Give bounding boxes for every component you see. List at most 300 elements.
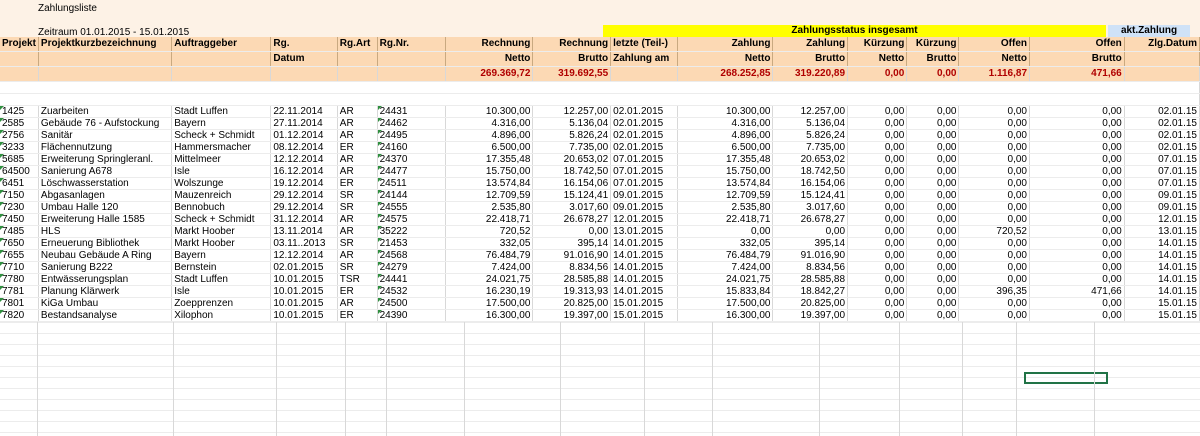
table-cell[interactable]: 0,00 xyxy=(1030,250,1125,262)
table-cell[interactable]: 7.735,00 xyxy=(533,142,611,154)
total-cell[interactable]: 0,00 xyxy=(907,67,959,82)
table-cell[interactable]: Neubau Gebäude A Ring xyxy=(38,250,171,262)
table-cell[interactable]: 0,00 xyxy=(1030,214,1125,226)
table-cell[interactable]: 15.750,00 xyxy=(446,166,533,178)
table-cell[interactable]: AR xyxy=(337,118,377,130)
table-cell[interactable]: 0,00 xyxy=(848,262,907,274)
col-header-top[interactable]: Rg.Nr. xyxy=(377,37,446,52)
table-cell[interactable]: ER xyxy=(337,310,377,322)
table-cell[interactable]: 24431 xyxy=(377,106,446,118)
total-cell[interactable]: 319.692,55 xyxy=(533,67,611,82)
table-cell[interactable]: 0,00 xyxy=(848,118,907,130)
table-cell[interactable]: 0,00 xyxy=(907,130,959,142)
table-cell[interactable]: 12.12.2014 xyxy=(271,250,337,262)
table-cell[interactable]: 6451 xyxy=(0,178,38,190)
table-cell[interactable]: 02.01.2015 xyxy=(271,262,337,274)
table-cell[interactable]: AR xyxy=(337,298,377,310)
table-cell[interactable]: 24568 xyxy=(377,250,446,262)
col-header-bottom[interactable]: Brutto xyxy=(907,52,959,67)
table-cell[interactable]: 7485 xyxy=(0,226,38,238)
table-cell[interactable]: 0,00 xyxy=(959,274,1030,286)
table-cell[interactable]: 0,00 xyxy=(1030,226,1125,238)
table-cell[interactable]: 0,00 xyxy=(907,142,959,154)
table-cell[interactable]: 02.01.2015 xyxy=(611,106,678,118)
table-cell[interactable]: 3.017,60 xyxy=(773,202,848,214)
table-cell[interactable]: SR xyxy=(337,262,377,274)
table-cell[interactable]: ER xyxy=(337,286,377,298)
table-cell[interactable]: Sanitär xyxy=(38,130,171,142)
table-cell[interactable]: 27.11.2014 xyxy=(271,118,337,130)
table-cell[interactable]: Planung Klärwerk xyxy=(38,286,171,298)
table-cell[interactable]: 0,00 xyxy=(907,202,959,214)
table-cell[interactable]: 0,00 xyxy=(959,178,1030,190)
table-cell[interactable]: 0,00 xyxy=(848,130,907,142)
table-cell[interactable]: 02.01.15 xyxy=(1124,130,1199,142)
table-cell[interactable]: 0,00 xyxy=(959,166,1030,178)
table-cell[interactable]: 4.316,00 xyxy=(446,118,533,130)
table-cell[interactable]: 24532 xyxy=(377,286,446,298)
table-cell[interactable]: Mauzenreich xyxy=(172,190,271,202)
table-cell[interactable]: 12.01.2015 xyxy=(611,214,678,226)
table-cell[interactable]: KiGa Umbau xyxy=(38,298,171,310)
table-cell[interactable]: 0,00 xyxy=(848,238,907,250)
table-cell[interactable]: 10.01.2015 xyxy=(271,286,337,298)
table-cell[interactable]: 19.12.2014 xyxy=(271,178,337,190)
table-cell[interactable]: 7230 xyxy=(0,202,38,214)
table-cell[interactable]: 0,00 xyxy=(959,310,1030,322)
col-header-bottom[interactable]: Netto xyxy=(446,52,533,67)
table-cell[interactable]: 35222 xyxy=(377,226,446,238)
table-cell[interactable]: 0,00 xyxy=(907,190,959,202)
table-cell[interactable]: 6.500,00 xyxy=(677,142,773,154)
table-cell[interactable]: HLS xyxy=(38,226,171,238)
total-cell[interactable]: 1.116,87 xyxy=(959,67,1030,82)
col-header-bottom[interactable]: Brutto xyxy=(1030,52,1125,67)
table-cell[interactable]: 0,00 xyxy=(907,286,959,298)
table-cell[interactable]: 0,00 xyxy=(907,298,959,310)
table-cell[interactable]: Bernstein xyxy=(172,262,271,274)
table-cell[interactable]: Stadt Luffen xyxy=(172,106,271,118)
col-header-bottom[interactable]: Netto xyxy=(959,52,1030,67)
table-cell[interactable]: 17.355,48 xyxy=(677,154,773,166)
total-cell[interactable] xyxy=(0,67,38,82)
table-cell[interactable]: 0,00 xyxy=(1030,178,1125,190)
table-cell[interactable]: 07.01.15 xyxy=(1124,166,1199,178)
col-header-bottom[interactable]: Netto xyxy=(677,52,773,67)
table-cell[interactable]: Markt Hoober xyxy=(172,238,271,250)
table-cell[interactable]: 14.01.2015 xyxy=(611,250,678,262)
col-header-top[interactable]: letzte (Teil-) xyxy=(611,37,678,52)
table-cell[interactable]: 0,00 xyxy=(848,154,907,166)
table-cell[interactable]: 10.01.2015 xyxy=(271,274,337,286)
table-cell[interactable]: 15.750,00 xyxy=(677,166,773,178)
table-cell[interactable]: 12.01.15 xyxy=(1124,214,1199,226)
table-cell[interactable]: 03.11..2013 xyxy=(271,238,337,250)
table-cell[interactable]: 24160 xyxy=(377,142,446,154)
table-cell[interactable]: 15.01.15 xyxy=(1124,298,1199,310)
table-cell[interactable]: 12.12.2014 xyxy=(271,154,337,166)
table-cell[interactable]: 26.678,27 xyxy=(773,214,848,226)
table-cell[interactable]: 21453 xyxy=(377,238,446,250)
table-cell[interactable]: 14.01.15 xyxy=(1124,262,1199,274)
col-header-bottom[interactable]: Datum xyxy=(271,52,337,67)
col-header-bottom[interactable] xyxy=(337,52,377,67)
table-cell[interactable]: AR xyxy=(337,226,377,238)
table-cell[interactable]: 14.01.2015 xyxy=(611,286,678,298)
table-cell[interactable]: 0,00 xyxy=(848,106,907,118)
table-cell[interactable]: 22.418,71 xyxy=(677,214,773,226)
col-header-top[interactable]: Zahlung xyxy=(773,37,848,52)
table-cell[interactable]: 0,00 xyxy=(848,286,907,298)
col-header-top[interactable]: Projektkurzbezeichnung xyxy=(38,37,171,52)
table-cell[interactable]: 0,00 xyxy=(959,118,1030,130)
table-cell[interactable]: Zuarbeiten xyxy=(38,106,171,118)
table-cell[interactable]: 0,00 xyxy=(907,250,959,262)
total-cell[interactable]: 0,00 xyxy=(848,67,907,82)
table-cell[interactable]: 07.01.2015 xyxy=(611,166,678,178)
table-cell[interactable]: 20.825,00 xyxy=(773,298,848,310)
table-cell[interactable]: 22.418,71 xyxy=(446,214,533,226)
table-cell[interactable]: 395,14 xyxy=(773,238,848,250)
table-cell[interactable]: 09.01.15 xyxy=(1124,202,1199,214)
table-cell[interactable]: 19.397,00 xyxy=(773,310,848,322)
table-cell[interactable]: 18.842,27 xyxy=(773,286,848,298)
table-cell[interactable]: 24144 xyxy=(377,190,446,202)
table-cell[interactable]: 09.01.15 xyxy=(1124,190,1199,202)
table-cell[interactable]: 0,00 xyxy=(907,106,959,118)
table-cell[interactable]: 0,00 xyxy=(959,130,1030,142)
table-cell[interactable]: 0,00 xyxy=(959,106,1030,118)
sheet-title[interactable]: Zahlungsliste xyxy=(38,3,97,14)
table-cell[interactable]: 0,00 xyxy=(907,262,959,274)
table-cell[interactable]: Sanierung B222 xyxy=(38,262,171,274)
table-cell[interactable]: 13.574,84 xyxy=(677,178,773,190)
col-header-top[interactable]: Kürzung xyxy=(848,37,907,52)
table-cell[interactable]: 24500 xyxy=(377,298,446,310)
table-cell[interactable]: 7450 xyxy=(0,214,38,226)
table-cell[interactable]: 14.01.2015 xyxy=(611,274,678,286)
table-cell[interactable]: 4.316,00 xyxy=(677,118,773,130)
table-cell[interactable]: 09.01.2015 xyxy=(611,202,678,214)
table-cell[interactable]: 2.535,80 xyxy=(446,202,533,214)
table-cell[interactable]: 0,00 xyxy=(907,166,959,178)
table-cell[interactable]: 0,00 xyxy=(848,250,907,262)
table-cell[interactable]: 12.709,59 xyxy=(677,190,773,202)
table-cell[interactable]: 24.021,75 xyxy=(677,274,773,286)
table-cell[interactable]: 02.01.15 xyxy=(1124,118,1199,130)
table-cell[interactable]: 13.01.15 xyxy=(1124,226,1199,238)
table-cell[interactable]: 0,00 xyxy=(848,178,907,190)
table-cell[interactable]: AR xyxy=(337,154,377,166)
table-cell[interactable]: 14.01.2015 xyxy=(611,262,678,274)
table-cell[interactable]: 0,00 xyxy=(848,310,907,322)
table-cell[interactable]: 0,00 xyxy=(907,310,959,322)
table-cell[interactable]: 24390 xyxy=(377,310,446,322)
table-cell[interactable]: 332,05 xyxy=(677,238,773,250)
table-cell[interactable]: 0,00 xyxy=(848,202,907,214)
table-cell[interactable]: 0,00 xyxy=(848,214,907,226)
table-cell[interactable]: AR xyxy=(337,250,377,262)
table-cell[interactable]: 0,00 xyxy=(907,214,959,226)
table-cell[interactable]: 02.01.2015 xyxy=(611,130,678,142)
table-cell[interactable]: 16.12.2014 xyxy=(271,166,337,178)
table-cell[interactable]: 0,00 xyxy=(1030,298,1125,310)
table-cell[interactable]: 0,00 xyxy=(848,274,907,286)
table-cell[interactable]: 0,00 xyxy=(1030,130,1125,142)
table-cell[interactable]: 0,00 xyxy=(907,154,959,166)
table-cell[interactable]: 02.01.15 xyxy=(1124,106,1199,118)
table-cell[interactable]: 0,00 xyxy=(907,226,959,238)
table-cell[interactable]: 07.01.2015 xyxy=(611,154,678,166)
table-cell[interactable]: 6.500,00 xyxy=(446,142,533,154)
total-cell[interactable] xyxy=(377,67,446,82)
table-cell[interactable]: 31.12.2014 xyxy=(271,214,337,226)
col-header-bottom[interactable] xyxy=(1124,52,1199,67)
table-cell[interactable]: SR xyxy=(337,190,377,202)
table-cell[interactable]: 76.484,79 xyxy=(677,250,773,262)
table-cell[interactable]: 0,00 xyxy=(1030,118,1125,130)
table-cell[interactable]: AR xyxy=(337,166,377,178)
table-cell[interactable]: 08.12.2014 xyxy=(271,142,337,154)
total-cell[interactable]: 269.369,72 xyxy=(446,67,533,82)
table-cell[interactable]: 10.01.2015 xyxy=(271,298,337,310)
table-cell[interactable]: 720,52 xyxy=(446,226,533,238)
table-cell[interactable]: 7780 xyxy=(0,274,38,286)
table-cell[interactable]: 0,00 xyxy=(907,238,959,250)
col-header-top[interactable]: Offen xyxy=(1030,37,1125,52)
table-cell[interactable]: Erneuerung Bibliothek xyxy=(38,238,171,250)
col-header-top[interactable]: Zlg.Datum xyxy=(1124,37,1199,52)
table-cell[interactable]: 332,05 xyxy=(446,238,533,250)
table-cell[interactable]: 2585 xyxy=(0,118,38,130)
total-cell[interactable]: 319.220,89 xyxy=(773,67,848,82)
table-cell[interactable]: 16.300,00 xyxy=(677,310,773,322)
col-header-top[interactable]: Offen xyxy=(959,37,1030,52)
table-cell[interactable]: 0,00 xyxy=(1030,190,1125,202)
table-cell[interactable]: Hammersmacher xyxy=(172,142,271,154)
table-cell[interactable]: 12.709,59 xyxy=(446,190,533,202)
col-header-top[interactable]: Rg.Art xyxy=(337,37,377,52)
table-cell[interactable]: 14.01.15 xyxy=(1124,250,1199,262)
table-cell[interactable]: 16.230,19 xyxy=(446,286,533,298)
table-cell[interactable]: 20.653,02 xyxy=(773,154,848,166)
table-cell[interactable]: 0,00 xyxy=(1030,154,1125,166)
table-cell[interactable]: 0,00 xyxy=(773,226,848,238)
total-cell[interactable] xyxy=(611,67,678,82)
col-header-bottom[interactable] xyxy=(172,52,271,67)
table-cell[interactable]: 2756 xyxy=(0,130,38,142)
table-cell[interactable]: 7655 xyxy=(0,250,38,262)
table-cell[interactable]: 12.257,00 xyxy=(533,106,611,118)
table-cell[interactable]: 13.574,84 xyxy=(446,178,533,190)
total-cell[interactable] xyxy=(38,67,171,82)
table-cell[interactable]: Erweiterung Springleranl. xyxy=(38,154,171,166)
table-cell[interactable]: 0,00 xyxy=(907,118,959,130)
table-cell[interactable]: 0,00 xyxy=(959,238,1030,250)
table-cell[interactable]: 19.397,00 xyxy=(533,310,611,322)
table-cell[interactable]: 24555 xyxy=(377,202,446,214)
table-cell[interactable]: ER xyxy=(337,142,377,154)
table-cell[interactable]: 0,00 xyxy=(848,142,907,154)
table-cell[interactable]: 7.735,00 xyxy=(773,142,848,154)
table-cell[interactable]: 0,00 xyxy=(959,142,1030,154)
table-cell[interactable]: 0,00 xyxy=(848,298,907,310)
table-cell[interactable]: 15.01.15 xyxy=(1124,310,1199,322)
table-cell[interactable]: 5.826,24 xyxy=(773,130,848,142)
table-cell[interactable]: 24279 xyxy=(377,262,446,274)
table-cell[interactable]: 0,00 xyxy=(959,250,1030,262)
table-cell[interactable]: 7650 xyxy=(0,238,38,250)
table-cell[interactable]: 20.825,00 xyxy=(533,298,611,310)
table-cell[interactable]: 14.01.2015 xyxy=(611,238,678,250)
table-cell[interactable]: 02.01.2015 xyxy=(611,118,678,130)
table-cell[interactable]: 24.021,75 xyxy=(446,274,533,286)
col-header-bottom[interactable]: Brutto xyxy=(533,52,611,67)
table-cell[interactable]: 09.01.2015 xyxy=(611,190,678,202)
table-cell[interactable]: 07.01.15 xyxy=(1124,154,1199,166)
table-cell[interactable]: 17.500,00 xyxy=(677,298,773,310)
selected-cell[interactable] xyxy=(1024,372,1108,384)
table-cell[interactable]: 5.826,24 xyxy=(533,130,611,142)
table-cell[interactable]: 0,00 xyxy=(1030,274,1125,286)
table-cell[interactable]: 15.01.2015 xyxy=(611,310,678,322)
table-cell[interactable]: 5.136,04 xyxy=(533,118,611,130)
total-cell[interactable] xyxy=(271,67,337,82)
table-cell[interactable]: 01.12.2014 xyxy=(271,130,337,142)
table-cell[interactable]: 24511 xyxy=(377,178,446,190)
table-cell[interactable]: 10.300,00 xyxy=(446,106,533,118)
table-cell[interactable]: 91.016,90 xyxy=(533,250,611,262)
table-cell[interactable]: 0,00 xyxy=(907,178,959,190)
table-cell[interactable]: 0,00 xyxy=(907,274,959,286)
empty-cell[interactable] xyxy=(0,94,1200,106)
table-cell[interactable]: 16.300,00 xyxy=(446,310,533,322)
table-cell[interactable]: 15.01.2015 xyxy=(611,298,678,310)
table-cell[interactable]: ER xyxy=(337,178,377,190)
table-cell[interactable]: 4.896,00 xyxy=(446,130,533,142)
table-cell[interactable]: 64500 xyxy=(0,166,38,178)
total-cell[interactable] xyxy=(337,67,377,82)
table-cell[interactable]: Bayern xyxy=(172,118,271,130)
table-cell[interactable]: Abgasanlagen xyxy=(38,190,171,202)
table-cell[interactable]: 19.313,93 xyxy=(533,286,611,298)
total-cell[interactable]: 471,66 xyxy=(1030,67,1125,82)
col-header-bottom[interactable] xyxy=(377,52,446,67)
col-header-bottom[interactable] xyxy=(0,52,38,67)
table-cell[interactable]: 0,00 xyxy=(533,226,611,238)
table-cell[interactable]: 22.11.2014 xyxy=(271,106,337,118)
table-cell[interactable]: 0,00 xyxy=(959,298,1030,310)
col-header-top[interactable]: Rechnung xyxy=(446,37,533,52)
table-cell[interactable]: Zoepprenzen xyxy=(172,298,271,310)
payment-status-banner[interactable]: Zahlungsstatus insgesamt xyxy=(603,25,1106,37)
table-cell[interactable]: Isle xyxy=(172,286,271,298)
table-cell[interactable]: 7.424,00 xyxy=(446,262,533,274)
table-cell[interactable]: Stadt Luffen xyxy=(172,274,271,286)
table-cell[interactable]: 0,00 xyxy=(959,202,1030,214)
table-cell[interactable]: 3233 xyxy=(0,142,38,154)
table-cell[interactable]: 7801 xyxy=(0,298,38,310)
table-cell[interactable]: 7820 xyxy=(0,310,38,322)
table-cell[interactable]: 10.300,00 xyxy=(677,106,773,118)
table-cell[interactable]: 0,00 xyxy=(1030,166,1125,178)
table-cell[interactable]: Flächennutzung xyxy=(38,142,171,154)
table-cell[interactable]: 02.01.2015 xyxy=(611,142,678,154)
table-cell[interactable]: 0,00 xyxy=(848,226,907,238)
table-cell[interactable]: 395,14 xyxy=(533,238,611,250)
table-cell[interactable]: 29.12.2014 xyxy=(271,190,337,202)
table-cell[interactable]: AR xyxy=(337,214,377,226)
table-cell[interactable]: 17.355,48 xyxy=(446,154,533,166)
table-cell[interactable]: 720,52 xyxy=(959,226,1030,238)
table-cell[interactable]: 29.12.2014 xyxy=(271,202,337,214)
table-cell[interactable]: 15.833,84 xyxy=(677,286,773,298)
table-cell[interactable]: 14.01.15 xyxy=(1124,286,1199,298)
current-payment-banner[interactable]: akt.Zahlung xyxy=(1108,25,1190,37)
table-cell[interactable]: Scheck + Schmidt xyxy=(172,130,271,142)
table-cell[interactable]: SR xyxy=(337,238,377,250)
table-cell[interactable]: Markt Hoober xyxy=(172,226,271,238)
table-cell[interactable]: 18.742,50 xyxy=(533,166,611,178)
table-cell[interactable]: 15.124,41 xyxy=(533,190,611,202)
col-header-bottom[interactable]: Zahlung am xyxy=(611,52,678,67)
table-cell[interactable]: TSR xyxy=(337,274,377,286)
table-cell[interactable]: 28.585,88 xyxy=(533,274,611,286)
table-cell[interactable]: 07.01.15 xyxy=(1124,178,1199,190)
table-cell[interactable]: Umbau Halle 120 xyxy=(38,202,171,214)
table-cell[interactable]: 16.154,06 xyxy=(533,178,611,190)
table-cell[interactable]: 396,35 xyxy=(959,286,1030,298)
col-header-bottom[interactable]: Brutto xyxy=(773,52,848,67)
table-cell[interactable]: 12.257,00 xyxy=(773,106,848,118)
table-cell[interactable]: Mittelmeer xyxy=(172,154,271,166)
table-cell[interactable]: 471,66 xyxy=(1030,286,1125,298)
col-header-top[interactable]: Rg. xyxy=(271,37,337,52)
table-cell[interactable]: SR xyxy=(337,202,377,214)
table-cell[interactable]: 0,00 xyxy=(1030,142,1125,154)
col-header-top[interactable]: Zahlung xyxy=(677,37,773,52)
col-header-top[interactable]: Rechnung xyxy=(533,37,611,52)
col-header-bottom[interactable] xyxy=(38,52,171,67)
table-cell[interactable]: 8.834,56 xyxy=(773,262,848,274)
table-cell[interactable]: Wolszunge xyxy=(172,178,271,190)
table-cell[interactable]: 07.01.2015 xyxy=(611,178,678,190)
table-cell[interactable]: Bayern xyxy=(172,250,271,262)
table-cell[interactable]: 91.016,90 xyxy=(773,250,848,262)
col-header-top[interactable]: Auftraggeber xyxy=(172,37,271,52)
table-cell[interactable]: 0,00 xyxy=(1030,310,1125,322)
table-cell[interactable]: Xilophon xyxy=(172,310,271,322)
table-cell[interactable]: 13.11.2014 xyxy=(271,226,337,238)
table-cell[interactable]: 2.535,80 xyxy=(677,202,773,214)
table-cell[interactable]: 28.585,88 xyxy=(773,274,848,286)
table-cell[interactable]: 02.01.15 xyxy=(1124,142,1199,154)
table-cell[interactable]: 13.01.2015 xyxy=(611,226,678,238)
table-cell[interactable]: 24495 xyxy=(377,130,446,142)
table-cell[interactable]: 7.424,00 xyxy=(677,262,773,274)
table-cell[interactable]: Bestandsanalyse xyxy=(38,310,171,322)
table-cell[interactable]: 0,00 xyxy=(1030,106,1125,118)
table-cell[interactable]: 5685 xyxy=(0,154,38,166)
table-cell[interactable]: 20.653,02 xyxy=(533,154,611,166)
col-header-bottom[interactable]: Netto xyxy=(848,52,907,67)
table-cell[interactable]: 18.742,50 xyxy=(773,166,848,178)
table-cell[interactable]: 26.678,27 xyxy=(533,214,611,226)
empty-cell[interactable] xyxy=(0,82,1200,94)
table-cell[interactable]: 0,00 xyxy=(959,262,1030,274)
table-cell[interactable]: 24575 xyxy=(377,214,446,226)
table-cell[interactable]: 0,00 xyxy=(1030,238,1125,250)
